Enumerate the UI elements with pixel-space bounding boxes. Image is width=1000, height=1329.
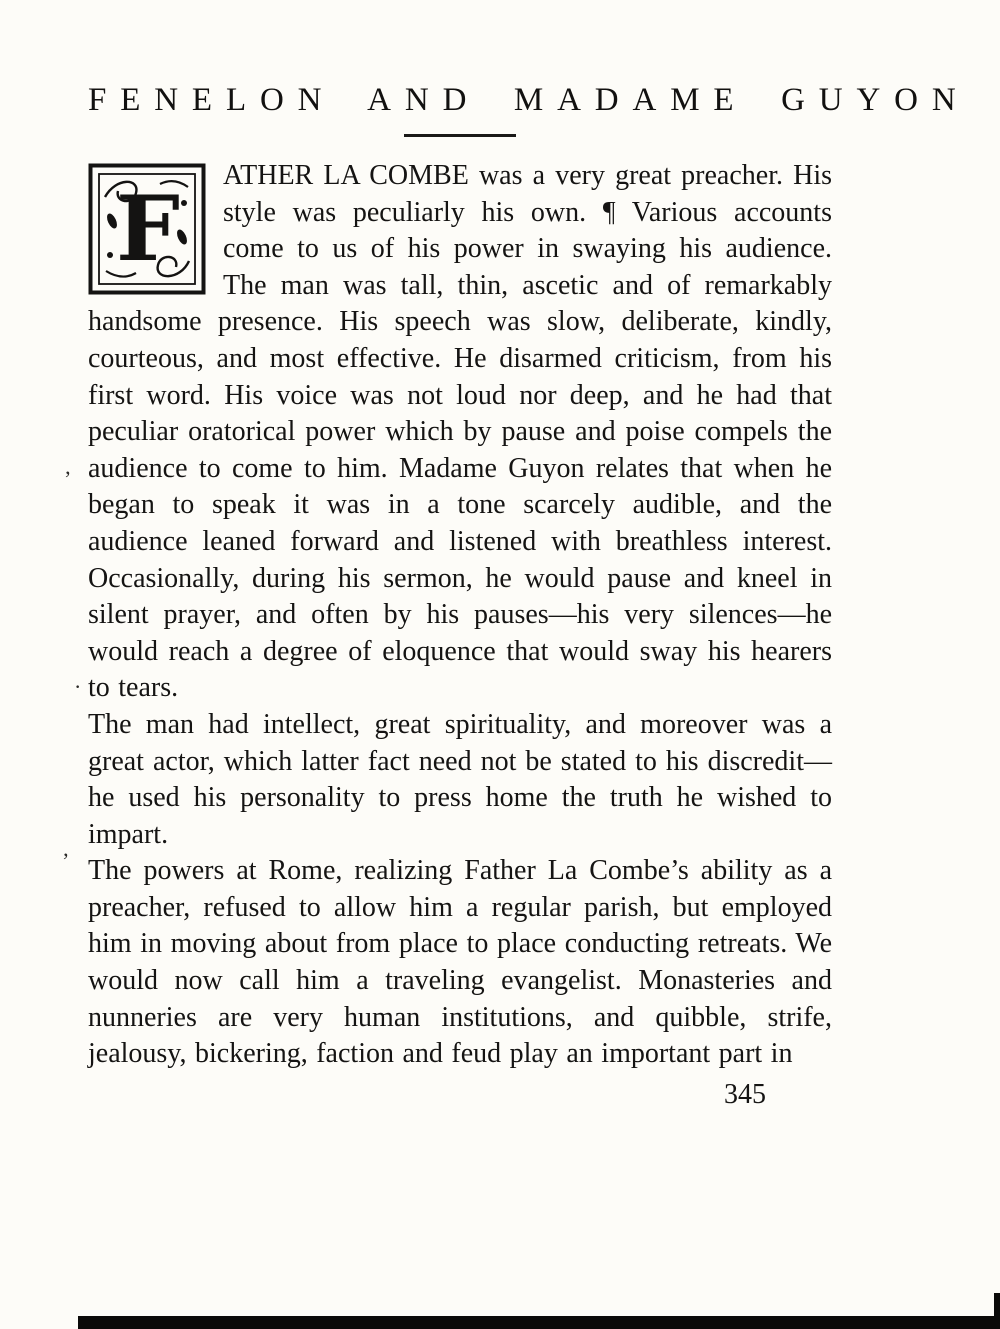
drop-cap-letter: F <box>116 176 180 282</box>
scan-speck: ’ <box>64 466 72 491</box>
scan-edge-artifact-corner <box>994 1293 1000 1319</box>
paragraph-1-text: ATHER LA COMBE was a very great preacher. His style was peculiarly his own. ¶ Various accounts come to us of his power in swaying his audience. The man was tall, thin, ascetic and of remarkably handsome presence. His speech was slow, deliberate, kindly, courteous, and most effective. He disarmed criticism, from his first word. His voice was not loud nor deep, and he had that peculiar oratorical power which by pause and poise compels the audience to come to him. Madame Guyon relates that when he began to speak it was in a tone scarcely audible, and the audience leaned forward and listened with breathless interest. Occasionally, during his sermon, he would pause and kneel in silent prayer, and often by his pauses—his very silences—he would reach a degree of eloquence that would sway his hearers to tears. <box>88 160 832 704</box>
paragraph-1 <box>88 158 832 707</box>
scan-speck: ’ <box>62 848 70 873</box>
scan-edge-artifact <box>78 1316 1000 1329</box>
drop-cap-woodcut-icon <box>88 163 206 295</box>
scan-speck: · <box>74 674 82 699</box>
drop-cap-ornament <box>88 163 206 295</box>
body-text <box>88 158 832 1073</box>
title-divider-rule <box>404 134 516 137</box>
page-title: FENELON AND MADAME GUYON <box>88 82 970 118</box>
paragraph-2: The man had intellect, great spirituality, and moreover was a great actor, which latter fact need not be stated to his discredit—he used his personality to press home the truth he wished to impart. <box>88 708 832 850</box>
paragraph-3: The powers at Rome, realizing Father La Combe’s ability as a preacher, refused to allow him a regular parish, but employed him in moving about from place to place conducting retreats. We would now call him a traveling evangelist. Monasteries and nunneries are very human institutions, and quibble, strife, jealousy, bickering, faction and feud play an important part in <box>88 855 832 1070</box>
page-number: 345 <box>724 1078 766 1110</box>
